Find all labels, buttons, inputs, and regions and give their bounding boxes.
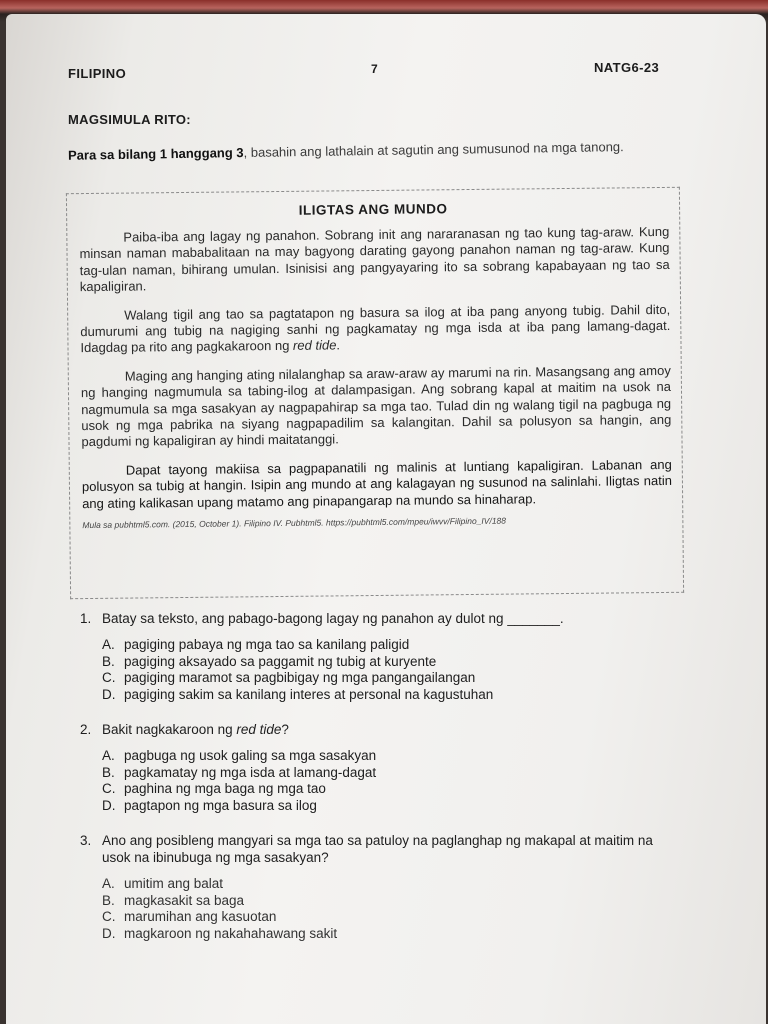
- instruction-rest: , basahin ang lathalain at sagutin ang sumusunod na mga tanong.: [243, 139, 624, 161]
- choice-b: [102, 893, 680, 910]
- choice-text: pagkamatay ng mga isda at lamang-dagat: [124, 764, 377, 780]
- choice-text: pagtapon ng mga basura sa ilog: [124, 797, 317, 813]
- choice-list: [102, 876, 680, 942]
- choice-letter: A.: [102, 748, 115, 763]
- choice-text: marumihan ang kasuotan: [124, 909, 277, 924]
- question-3: [80, 832, 680, 942]
- choice-c: [102, 670, 680, 687]
- subject-label: FILIPINO: [68, 66, 127, 81]
- question-1: [80, 610, 680, 703]
- instruction-bold: Para sa bilang 1 hanggang 3: [67, 145, 244, 163]
- article-paragraph: Maging ang hanging ating nilalanghap sa araw-araw ay marumi na rin. Masangsang ang amoy ng hanging nagmumula sa tabing-ilog at dalampasigan. Ang sobrang kapal at maitim na usok na nagmumula sa mga sasakyan ay nagpapahirap sa mga tao. Tulad din ng walang tigil na pagbuga ng usok ng mga pabrika na siyang nagpapadilim sa kalangitan. Dahil sa polusyon sa hangin, ang pagdumi ng kapaligiran ay hindi maitatanggi.: [80, 362, 672, 450]
- article-paragraph: Dapat tayong makiisa sa pagpapanatili ng malinis at luntiang kapaligiran. Labanan ang polusyon sa tubig at hangin. Isipin ang mundo at ang kalagayan ng susunod na salinlahi. Iligtas natin ang ating kalikasan upang matamo ang pinapangarap na mundo sa hinaharap.: [81, 456, 673, 511]
- choice-letter: C.: [102, 909, 116, 924]
- choice-text: pagiging maramot sa pagbibigay ng mga pangangailangan: [124, 670, 476, 685]
- choice-text: pagiging sakim sa kanilang interes at personal na kagustuhan: [124, 686, 494, 702]
- choice-letter: D.: [102, 925, 116, 941]
- choice-d: [102, 926, 680, 943]
- question-list: [80, 610, 680, 960]
- exam-page: [6, 14, 766, 1024]
- stem-suffix: ?: [281, 722, 289, 737]
- choice-letter: C.: [102, 670, 116, 685]
- article-title: ILIGTAS ANG MUNDO: [298, 201, 448, 218]
- choice-letter: A.: [102, 637, 115, 652]
- choice-text: magkaroon ng nakahahawang sakit: [124, 925, 338, 941]
- choice-list: [102, 637, 680, 703]
- choice-c: [102, 781, 680, 798]
- article-paragraph: Paiba-iba ang lagay ng panahon. Sobrang init ang nararanasan ng tao kung tag-araw. Kung minsan naman mababalitaan na may bagyong darating gayong panahon naman ng tag-araw. Kung tag-ulan naman, bihirang umulan. Isinisisi ang pangyayaring ito sa sobrang kapabayaan ng tao sa kapaligiran.: [79, 223, 670, 295]
- choice-d: [102, 798, 680, 815]
- choice-letter: D.: [102, 686, 116, 702]
- choice-text: pagiging pabaya ng mga tao sa kanilang paligid: [124, 637, 410, 652]
- choice-b: [102, 765, 680, 782]
- choice-b: [102, 654, 680, 671]
- choice-d: [102, 687, 680, 704]
- article-paragraph: Walang tigil ang tao sa pagtatapon ng basura sa ilog at iba pang anyong tubig. Dahil dito, dumurumi ang tubig na nagiging sanhi ng pagkamatay ng mga isda at iba pang lamang-dagat. Idagdag pa rito ang pagkakaroon ng red tide.: [80, 301, 671, 356]
- question-number: 3.: [80, 833, 92, 848]
- paragraph-text: Walang tigil ang tao sa pagtatapon ng basura sa ilog at iba pang anyong tubig. Dahil dito, dumurumi ang tubig na nagiging sanhi ng pagkamatay ng mga isda at iba pang lamang-dagat. Idagdag pa rito ang pagkakaroon ng: [80, 301, 671, 356]
- choice-text: magkasakit sa baga: [124, 892, 245, 908]
- article-source: Mula sa pubhtml5.com. (2015, October 1). Filipino IV. Pubhtml5. https://pubhtml5.com/mpeu/iwvv/Filipino_IV/188: [82, 515, 507, 531]
- choice-letter: B.: [102, 892, 115, 908]
- choice-a: [102, 637, 680, 654]
- test-code: NATG6-23: [594, 60, 660, 75]
- page-number: 7: [371, 62, 379, 76]
- stem-italic: red tide: [236, 722, 282, 737]
- article-box: [66, 187, 684, 599]
- start-label: MAGSIMULA RITO:: [68, 112, 191, 127]
- choice-a: [102, 748, 680, 765]
- question-number: 2.: [80, 722, 92, 737]
- choice-list: [102, 748, 680, 814]
- choice-c: [102, 909, 680, 926]
- instruction: [68, 137, 676, 164]
- question-stem: Batay sa teksto, ang pabago-bagong lagay ng panahon ay dulot ng _______.: [102, 611, 564, 626]
- choice-letter: C.: [102, 781, 116, 796]
- choice-letter: A.: [102, 876, 115, 891]
- red-tide-term: red tide: [292, 337, 337, 354]
- choice-text: umitim ang balat: [124, 876, 224, 891]
- question-stem: Ano ang posibleng mangyari sa mga tao sa patuloy na paglanghap ng makapal at maitim na usok na ibinubuga ng mga sasakyan?: [102, 833, 653, 865]
- choice-a: [102, 876, 680, 893]
- question-number: 1.: [80, 611, 92, 626]
- choice-text: pagbuga ng usok galing sa mga sasakyan: [124, 748, 377, 763]
- question-2: [80, 721, 680, 814]
- question-stem: [102, 721, 680, 738]
- choice-letter: B.: [102, 764, 115, 780]
- choice-text: paghina ng mga baga ng mga tao: [124, 781, 326, 796]
- stem-prefix: Bakit nagkakaroon ng: [102, 722, 237, 737]
- choice-letter: B.: [102, 653, 115, 669]
- choice-text: pagiging aksayado sa paggamit ng tubig at kuryente: [124, 653, 437, 669]
- choice-letter: D.: [102, 797, 116, 813]
